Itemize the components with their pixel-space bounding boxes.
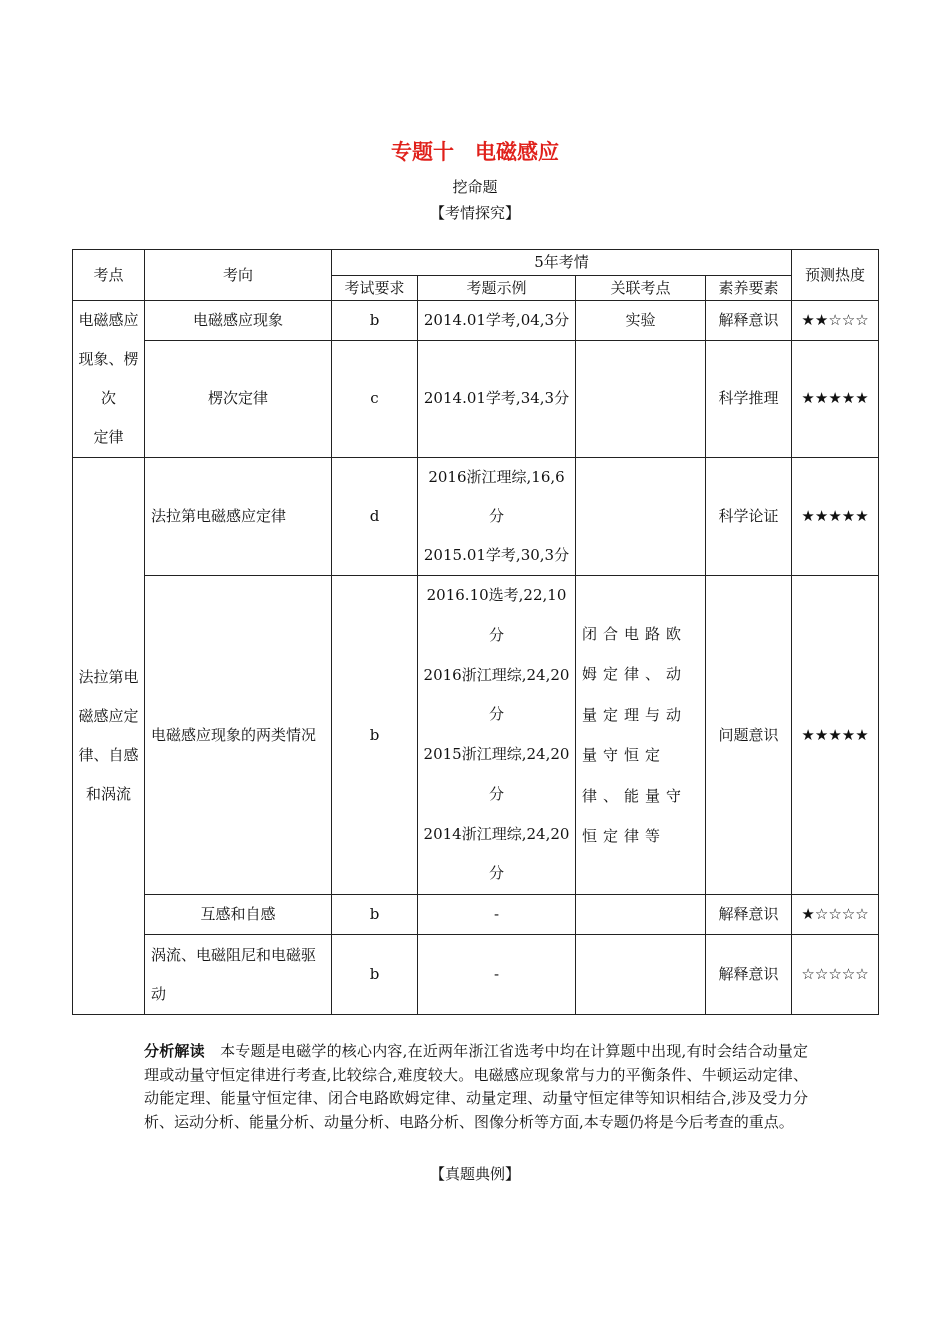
example-line: 2016.10选考,22,10 [426, 586, 567, 604]
example-line: 分 [488, 625, 504, 644]
heat-stars: ☆☆☆☆☆ [792, 935, 879, 1015]
literacy-cell: 解释意识 [706, 301, 792, 341]
header-examples: 考题示例 [418, 276, 576, 301]
example-cell: - [418, 935, 576, 1015]
page-title: 专题十 电磁感应 [391, 140, 559, 164]
header-direction: 考向 [145, 250, 332, 301]
section-heading-real-examples: 【真题典例】 [429, 1165, 520, 1183]
topic-line: 定律 [93, 428, 124, 446]
literacy-cell: 解释意识 [706, 935, 792, 1015]
related-cell: 实验 [576, 301, 706, 341]
topic-cell-faraday-self-induction [73, 458, 145, 1015]
related-cell: 闭合电路欧姆定律、动量定理与动量守恒定律、能量守恒定律等 [576, 576, 706, 895]
analysis-text: 本专题是电磁学的核心内容,在近两年浙江省选考中均在计算题中出现,有时会结合动量定理或动量守恒定律进行考查,比较综合,难度较大。电磁感应现象常与力的平衡条件、牛顿运动定律、动能定理、能量守恒定律、闭合电路欧姆定律、动量定理、动量守恒定律等知识相结合,涉及受力分析、运动分析、能量分析、动量分析、电路分析、图像分析等方面,本专题仍将是今后考查的重点。 [144, 1042, 808, 1131]
subtitle: 挖命题 [452, 178, 498, 196]
example-cell [418, 458, 576, 576]
related-cell [576, 895, 706, 935]
table-row [73, 576, 879, 895]
header-topic: 考点 [73, 250, 145, 301]
example-cell: 2014.01学考,34,3分 [418, 340, 576, 458]
heat-stars: ★★☆☆☆ [792, 301, 879, 341]
section-heading-exam-analysis: 【考情探究】 [429, 204, 520, 222]
example-line: 2016浙江理综,24,20 [423, 665, 570, 684]
requirement-cell: b [332, 895, 418, 935]
topic-line: 法拉第电 [78, 668, 139, 686]
requirement-cell: b [332, 301, 418, 341]
related-cell [576, 340, 706, 458]
topic-line: 现象、楞 [78, 350, 139, 368]
example-line: 2016浙江理综,16,6 [428, 468, 565, 486]
direction-cell: 电磁感应现象 [145, 301, 332, 341]
heat-stars: ★★★★★ [792, 576, 879, 895]
direction-cell: 电磁感应现象的两类情况 [145, 576, 332, 895]
example-line: 2014浙江理综,24,20 [423, 824, 570, 843]
table-header-row [73, 250, 879, 276]
direction-cell: 楞次定律 [145, 340, 332, 458]
requirement-cell: b [332, 576, 418, 895]
example-line: 2015浙江理综,24,20 [423, 745, 570, 763]
direction-cell: 法拉第电磁感应定律 [145, 458, 332, 576]
requirement-cell: c [332, 340, 418, 458]
literacy-cell: 科学推理 [706, 340, 792, 458]
topic-line: 电磁感应 [78, 311, 139, 329]
heat-stars: ★☆☆☆☆ [792, 895, 879, 935]
heat-stars: ★★★★★ [792, 340, 879, 458]
example-line: 分 [488, 705, 504, 724]
example-line: 2015.01学考,30,3分 [423, 546, 570, 564]
example-cell: - [418, 895, 576, 935]
example-line: 分 [488, 864, 504, 883]
requirement-cell: d [332, 458, 418, 576]
topic-cell-induction-lenz [73, 301, 145, 458]
related-cell [576, 458, 706, 576]
topic-line: 磁感应定 [78, 707, 139, 725]
example-line: 分 [488, 507, 504, 525]
exam-analysis-table [72, 249, 879, 1015]
header-requirement: 考试要求 [332, 276, 418, 301]
literacy-cell: 科学论证 [706, 458, 792, 576]
analysis-label: 分析解读 [144, 1042, 205, 1060]
direction-cell: 涡流、电磁阻尼和电磁驱动 [145, 935, 332, 1015]
header-literacy: 素养要素 [706, 276, 792, 301]
table-row [73, 301, 879, 341]
table-row [73, 458, 879, 576]
table-row [73, 935, 879, 1015]
header-related: 关联考点 [576, 276, 706, 301]
analysis-paragraph [144, 1040, 808, 1134]
related-cell [576, 935, 706, 1015]
requirement-cell: b [332, 935, 418, 1015]
literacy-cell: 解释意识 [706, 895, 792, 935]
topic-line: 和涡流 [85, 785, 131, 803]
topic-line: 律、自感 [78, 746, 139, 764]
table-row [73, 340, 879, 458]
topic-line: 次 [100, 389, 116, 407]
literacy-cell: 问题意识 [706, 576, 792, 895]
header-heat: 预测热度 [792, 250, 879, 301]
example-cell [418, 576, 576, 895]
heat-stars: ★★★★★ [792, 458, 879, 576]
direction-cell: 互感和自感 [145, 895, 332, 935]
example-line: 分 [488, 784, 504, 803]
table-row [73, 895, 879, 935]
header-five-years: 5年考情 [332, 250, 792, 276]
example-cell: 2014.01学考,04,3分 [418, 301, 576, 341]
